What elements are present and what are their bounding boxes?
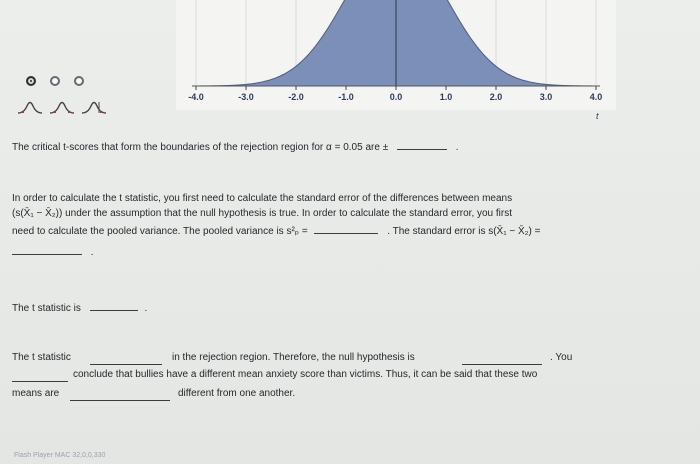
means-are-label: means are xyxy=(12,388,60,399)
x-tick-label: -4.0 xyxy=(188,92,204,102)
conclusion-dropdown[interactable] xyxy=(12,369,68,382)
tail-left-icon xyxy=(17,98,43,114)
null-hypothesis-dropdown[interactable] xyxy=(462,352,542,365)
t-statistic-input[interactable] xyxy=(90,298,138,311)
means-different-dropdown[interactable] xyxy=(70,388,170,401)
critical-t-question xyxy=(12,137,459,155)
radio-left-tail[interactable] xyxy=(26,76,36,86)
different-text: different from one another. xyxy=(178,388,296,399)
pooled-variance-input[interactable] xyxy=(314,221,378,234)
standard-error-period: . xyxy=(90,247,94,258)
x-tick-label: -3.0 xyxy=(238,92,254,102)
tail-right-icon xyxy=(81,98,107,114)
standard-error-question xyxy=(12,191,541,260)
x-tick-label: -2.0 xyxy=(288,92,304,102)
se-line-1: In order to calculate the t statistic, you first need to calculate the standard error of the differences between means xyxy=(12,193,513,204)
standard-error-input[interactable] xyxy=(12,242,82,255)
t-statistic-question xyxy=(12,298,147,316)
radio-right-tail[interactable] xyxy=(74,76,84,86)
x-tick-label: -1.0 xyxy=(338,92,354,102)
se-line-4 xyxy=(12,242,541,260)
se-line-2: (s(X̄₁ − X̄₂)) under the assumption that the null hypothesis is true. In order to calculate the standard error, you first xyxy=(12,208,513,219)
you-text: . You xyxy=(550,352,573,363)
tail-radio-group[interactable] xyxy=(26,76,84,86)
se-line-3 xyxy=(12,221,541,239)
t-statistic-period: . xyxy=(144,303,148,314)
x-tick-label: 2.0 xyxy=(489,92,503,102)
critical-t-text: The critical t-scores that form the boundaries of the rejection region for α = 0.05 are ± xyxy=(12,142,389,153)
x-axis-label: t xyxy=(596,111,599,121)
rejection-region-dropdown[interactable] xyxy=(90,352,162,365)
t-statistic-text: The t statistic is xyxy=(12,303,81,314)
x-tick-label: 1.0 xyxy=(439,92,453,102)
flash-player-label: Flash Player MAC 32,0,0,330 xyxy=(14,452,106,459)
x-tick-label: 3.0 xyxy=(539,92,553,102)
rejection-region-text: in the rejection region. Therefore, the null hypothesis is xyxy=(172,352,415,363)
radio-two-tail[interactable] xyxy=(50,76,60,86)
critical-t-period: . xyxy=(455,142,459,153)
x-tick-label: 4.0 xyxy=(589,92,603,102)
x-tick-label: 0.0 xyxy=(389,92,403,102)
standard-error-text: . The standard error is s(X̄₁ − X̄₂) = xyxy=(387,226,541,237)
t-statistic-label: The t statistic xyxy=(12,352,71,363)
pooled-variance-text: need to calculate the pooled variance. The pooled variance is s²ₚ = xyxy=(12,226,308,237)
conclusion-text: conclude that bullies have a different mean anxiety score than victims. Thus, it can be said that these two xyxy=(73,369,538,380)
tail-both-icon xyxy=(49,98,75,114)
critical-t-input[interactable] xyxy=(397,137,447,150)
tail-icons-row xyxy=(17,98,107,114)
